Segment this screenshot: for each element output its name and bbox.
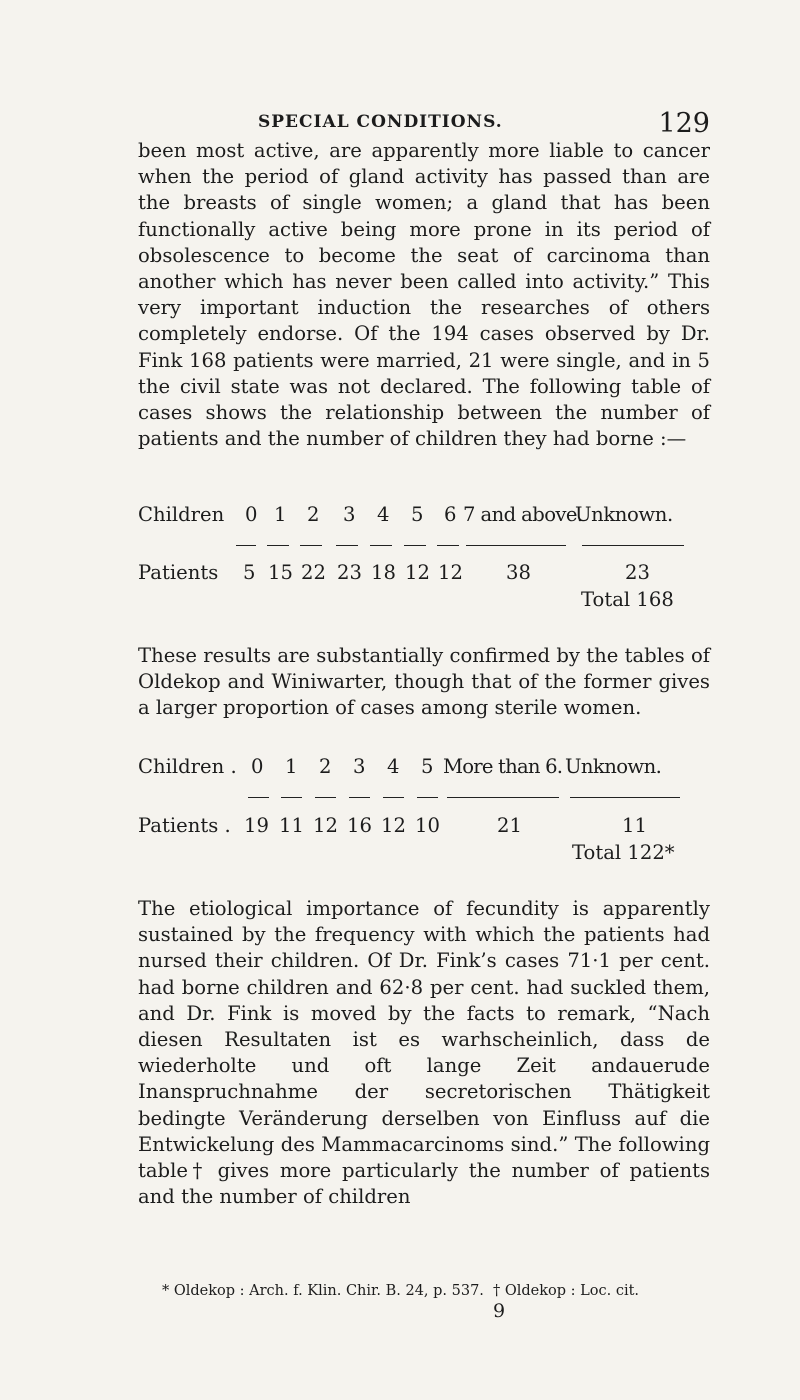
table1-total: Total 168: [581, 588, 674, 611]
table2-cell: 2: [319, 755, 332, 778]
table1-cell: 5: [411, 503, 424, 526]
table1-children-row: [138, 503, 710, 529]
table2-rule: [281, 797, 302, 798]
table2-patients-label: Patients .: [138, 814, 231, 837]
table1-cell: 7 and above.: [463, 503, 583, 526]
table1-cell: 23: [625, 561, 650, 584]
table2-cell: 4: [387, 755, 400, 778]
table2-cell: More than 6.: [443, 755, 563, 778]
table2-cell: 1: [285, 755, 298, 778]
table1-cell: 3: [343, 503, 356, 526]
table2-cell: 11: [622, 814, 647, 837]
table1-cell: 38: [506, 561, 531, 584]
table1-cell: 15: [268, 561, 293, 584]
table1-cell: 23: [337, 561, 362, 584]
table2-cell: 10: [415, 814, 440, 837]
table1-cell: 1: [274, 503, 287, 526]
table2-rule: [383, 797, 404, 798]
table1-rule: [267, 545, 289, 546]
table1-cell: 12: [438, 561, 463, 584]
table1-rule: [582, 545, 684, 546]
table2-total: Total 122*: [572, 841, 675, 864]
table1-cell: 0: [245, 503, 258, 526]
table1-rule: [336, 545, 358, 546]
signature-mark: 9: [493, 1300, 506, 1322]
table2-cell: 21: [497, 814, 522, 837]
table1-rule: [236, 545, 256, 546]
table2-cell: 3: [353, 755, 366, 778]
paragraph-3: The etiological importance of fecundity is apparently sustained by the frequency with which the patients had nursed their children. Of Dr. Fink’s cases 71·1 per cent. had borne children and 62·8 per cent. had suckled them, and Dr. Fink is moved by the facts to remark, “Nach diesen Resultaten ist es warhscheinlich, dass de wiederholte und oft lange Zeit andauerude Inanspruchnahme der secretorischen Thätigkeit bedingte Veränderung derselben von Einfluss auf die Entwickelung des Mammacarcinoms sind.” The following table† gives more particularly the number of patients and the number of children: [138, 897, 710, 1209]
table1-cell: 5: [243, 561, 256, 584]
table1-rule: [300, 545, 322, 546]
table2-cell: Unknown.: [565, 755, 662, 778]
table2-cell: 5: [421, 755, 434, 778]
table2-cell: 19: [244, 814, 269, 837]
table2-rule: [248, 797, 269, 798]
footnote-star: * Oldekop : Arch. f. Klin. Chir. B. 24, p. 537.: [162, 1283, 484, 1299]
running-title: SPECIAL CONDITIONS.: [258, 112, 503, 132]
table2-rule: [570, 797, 680, 798]
table1-cell: 12: [405, 561, 430, 584]
table1-rule: [404, 545, 426, 546]
table2-cell: 12: [381, 814, 406, 837]
table1-cell: 2: [307, 503, 320, 526]
page-number: 129: [658, 108, 710, 139]
table2-cell: 11: [279, 814, 304, 837]
running-head: [138, 108, 710, 142]
table1-cell: 22: [301, 561, 326, 584]
table2-children-label: Children .: [138, 755, 237, 778]
table2-cell: 16: [347, 814, 372, 837]
table2-cell: 12: [313, 814, 338, 837]
table2-patients-row: [138, 814, 710, 840]
table1-cell: Unknown.: [575, 503, 673, 526]
table1-rule: [466, 545, 566, 546]
table1-children-label: Children: [138, 503, 225, 526]
table1-patients-label: Patients: [138, 561, 219, 584]
table1-patients-row: [138, 561, 710, 587]
table1-cell: 18: [371, 561, 396, 584]
table1-cell: 6: [444, 503, 457, 526]
table1-cell: 4: [377, 503, 390, 526]
footnote-dagger: † Oldekop : Loc. cit.: [493, 1283, 640, 1299]
table2-rule: [349, 797, 370, 798]
table2-rule: [447, 797, 559, 798]
table2-rule: [315, 797, 336, 798]
table2-children-row: [138, 755, 710, 781]
table1-rule: [370, 545, 392, 546]
table2-rule: [417, 797, 438, 798]
table2-cell: 0: [251, 755, 264, 778]
paragraph-1: been most active, are apparently more liable to cancer when the period of gland activity has passed than are the breasts of single women; a gland that has been functionally active being more prone in its period of obsolescence to become the seat of carcinoma than another which has never been called into activity.” This very important induction the researches of others completely endorse. Of the 194 cases observed by Dr. Fink 168 patients were married, 21 were single, and in 5 the civil state was not declared. The following table of cases shows the relationship between the number of patients and the number of children they had borne :—: [138, 139, 710, 451]
table1-rule: [437, 545, 459, 546]
paragraph-2: These results are substantially confirmed by the tables of Oldekop and Winiwarter, though that of the former gives a larger proportion of cases among sterile women.: [138, 644, 710, 720]
